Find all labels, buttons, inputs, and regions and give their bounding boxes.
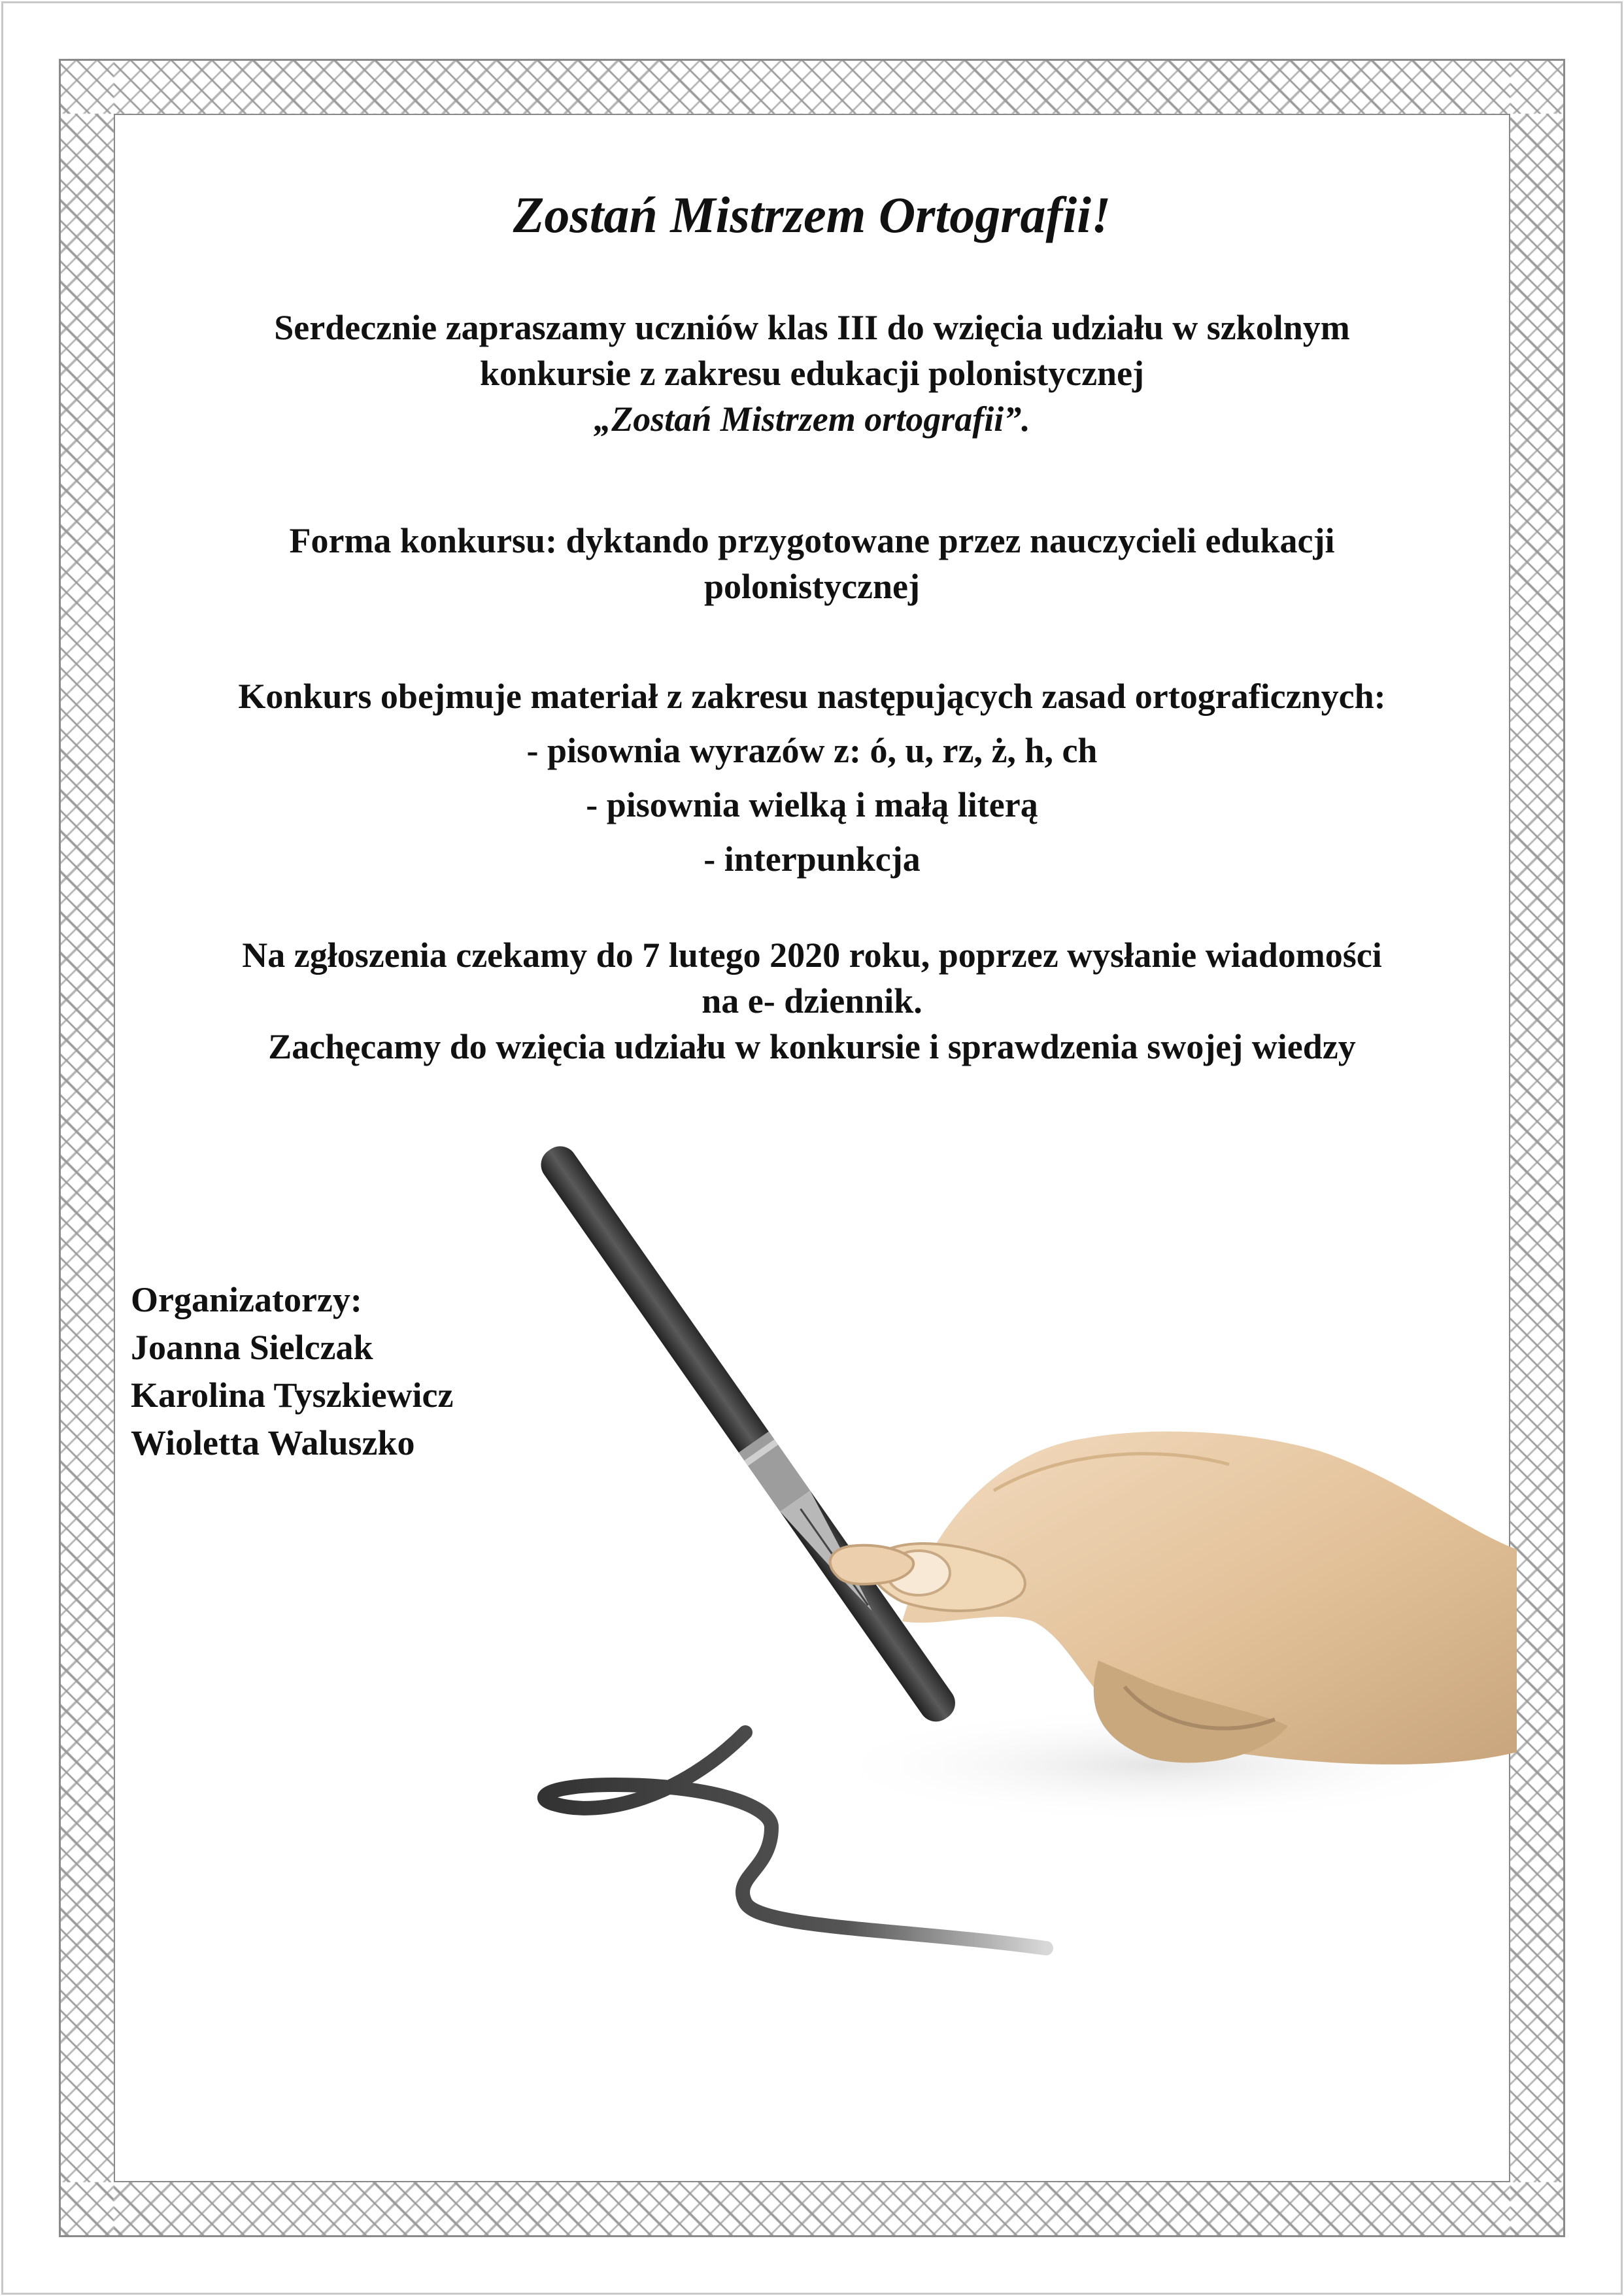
form-line-2: polonistycznej	[704, 567, 920, 606]
organizer-name: Wioletta Waluszko	[131, 1423, 415, 1462]
fountain-pen	[536, 1140, 962, 1728]
contest-name: „Zostań Mistrzem ortografii”.	[594, 399, 1030, 439]
rules-item: - interpunkcja	[703, 839, 921, 879]
organizers-section	[131, 1276, 454, 1467]
rules-heading: Konkurs obejmuje materiał z zakresu następujących zasad ortograficznych:	[238, 677, 1386, 716]
invitation-text	[114, 305, 1510, 442]
organizer-name: Joanna Sielczak	[131, 1328, 373, 1367]
organizers-heading: Organizatorzy:	[131, 1280, 362, 1319]
poster-title: Zostań Mistrzem Ortografii!	[513, 186, 1111, 243]
encouragement-line: Zachęcamy do wzięcia udziału w konkursie i sprawdzenia swojej wiedzy	[268, 1027, 1356, 1066]
deadline-line-2: na e- dziennik.	[702, 981, 922, 1021]
rules-item: - pisownia wyrazów z: ó, u, rz, ż, h, ch	[526, 731, 1098, 770]
invitation-line-1: Serdecznie zapraszamy uczniów klas III do wzięcia udziału w szkolnym	[274, 308, 1350, 347]
organizer-name: Karolina Tyszkiewicz	[131, 1376, 454, 1415]
contest-form-text	[114, 518, 1510, 609]
rules-item: - pisownia wielką i małą literą	[586, 785, 1038, 824]
form-line-1: Forma konkursu: dyktando przygotowane przez nauczycieli edukacji	[289, 521, 1335, 560]
hand-writing-with-fountain-pen-icon	[536, 1033, 1530, 2053]
rules-section	[114, 669, 1510, 886]
invitation-line-2: konkursie z zakresu edukacji polonistycznej	[479, 354, 1145, 393]
deadline-line-1: Na zgłoszenia czekamy do 7 lutego 2020 roku, poprzez wysłanie wiadomości	[242, 936, 1382, 975]
